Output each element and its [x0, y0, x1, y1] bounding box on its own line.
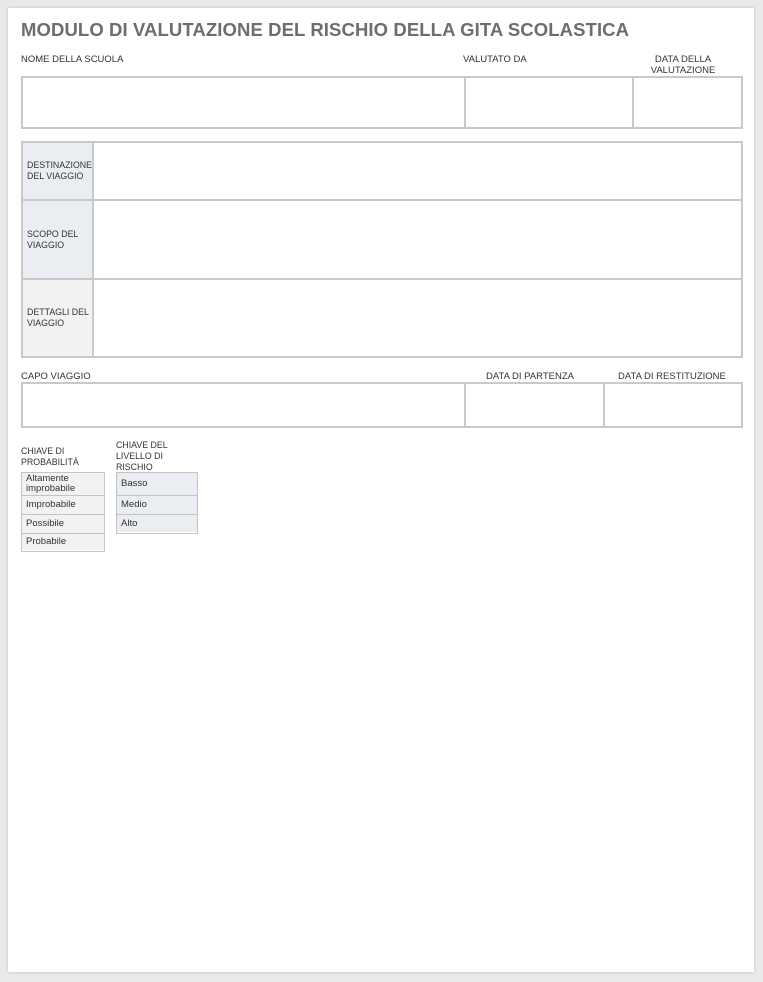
trip-leader-table [21, 382, 743, 428]
form-page [8, 8, 754, 972]
probability-item: Improbabile [22, 496, 104, 515]
probability-item: Possibile [22, 515, 104, 534]
assessed-by-field[interactable] [466, 78, 632, 127]
school-name-field[interactable] [23, 78, 464, 127]
trip-details-table [21, 141, 743, 358]
risk-key-table [116, 472, 198, 534]
assessment-date-field[interactable] [634, 78, 741, 127]
trip-leader-label: CAPO VIAGGIO [21, 371, 91, 382]
risk-item: Alto [117, 515, 197, 532]
trip-leader-field[interactable] [23, 384, 464, 426]
assessed-by-label: VALUTATO DA [463, 54, 527, 65]
trip-destination-label: DESTINAZIONE DEL VIAGGIO [23, 143, 92, 199]
probability-item: Altamente improbabile [22, 473, 104, 496]
departure-date-label: DATA DI PARTENZA [486, 371, 574, 382]
risk-key-title: CHIAVE DEL LIVELLO DI RISCHIO [116, 440, 168, 472]
probability-key-table [21, 472, 105, 552]
probability-key-title: CHIAVE DI PROBABILITÀ [21, 446, 79, 467]
risk-item: Basso [117, 473, 197, 496]
trip-purpose-label: SCOPO DEL VIAGGIO [23, 201, 92, 278]
trip-details-field[interactable] [94, 280, 741, 356]
return-date-label: DATA DI RESTITUZIONE [618, 371, 726, 382]
departure-date-field[interactable] [466, 384, 603, 426]
trip-purpose-field[interactable] [94, 201, 741, 278]
form-title: MODULO DI VALUTAZIONE DEL RISCHIO DELLA GITA SCOLASTICA [21, 19, 630, 40]
risk-item: Medio [117, 496, 197, 515]
divider [92, 143, 94, 356]
trip-destination-field[interactable] [94, 143, 741, 199]
probability-item: Probabile [22, 534, 104, 550]
header-fields-table [21, 76, 743, 129]
return-date-field[interactable] [605, 384, 741, 426]
school-name-label: NOME DELLA SCUOLA [21, 54, 124, 65]
assessment-date-label: DATA DELLA VALUTAZIONE [650, 54, 716, 76]
trip-details-label: DETTAGLI DEL VIAGGIO [23, 280, 92, 356]
